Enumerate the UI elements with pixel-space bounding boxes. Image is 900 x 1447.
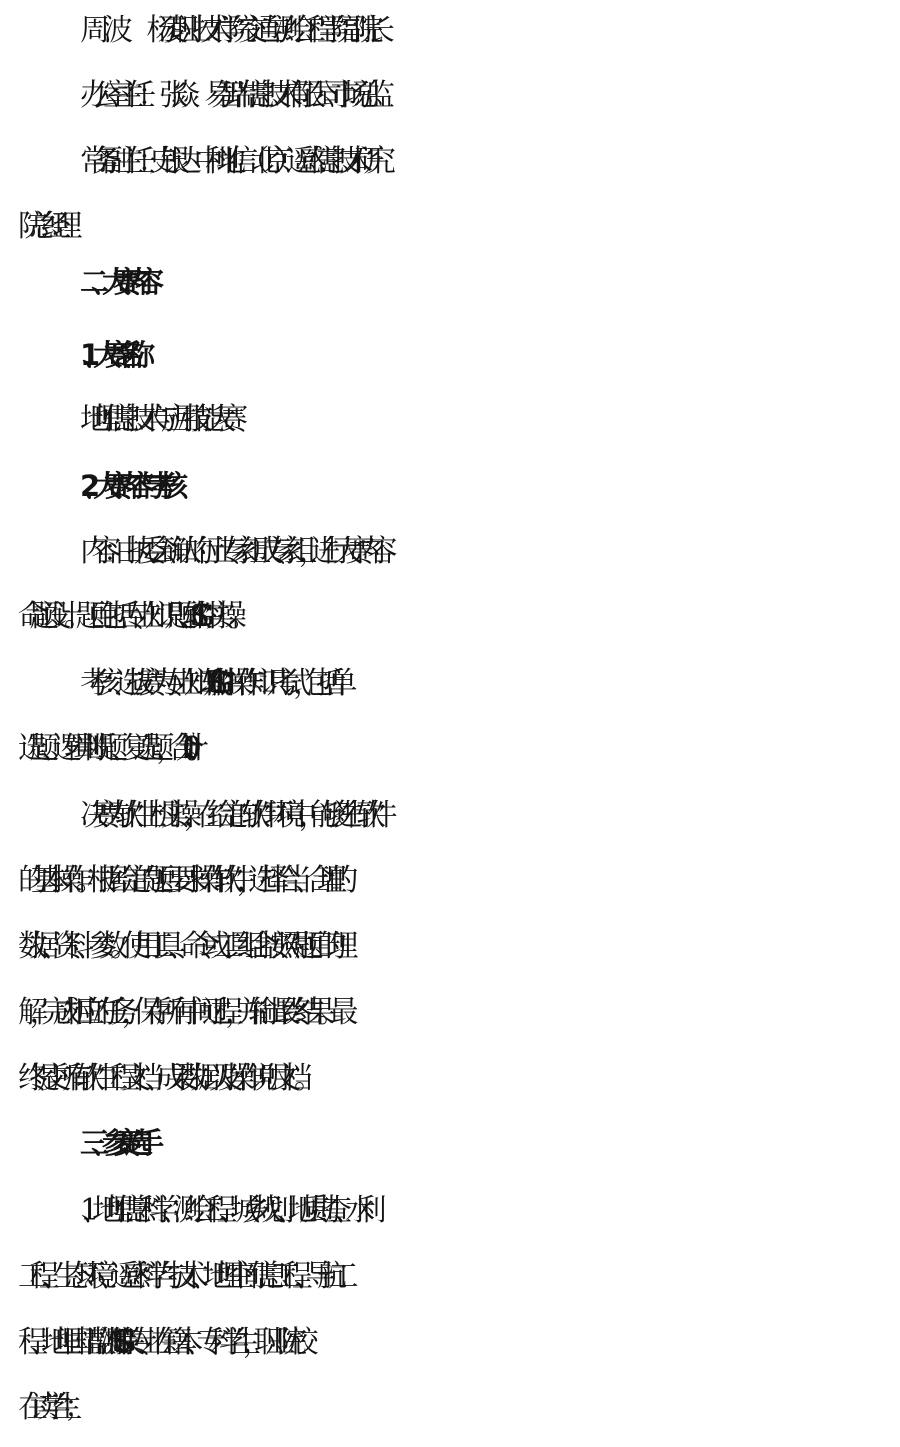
content-paragraph-line: 命题设计。题目包括专业知识题、GIS 软件实操。 [18,599,240,634]
participants-line: 工程、生态环境、遥感科学与技术、地理空间信息工程、导航工 [18,1259,340,1294]
member-name: 周 波 [80,13,115,48]
final-paragraph-line: 的基本操作。根据给定的题目要求操作软件，选择恰当、合理的 [18,863,340,898]
content-paragraph-line: 内容：由执委会确认的行业专家组成专家组，进行大赛内容 [80,534,379,569]
competition-name: 地理信息技术与应用技能大赛 [80,402,230,437]
committee-row-3 [0,142,900,182]
member-role: 常务副主任： [80,144,149,179]
final-paragraph-line: 决赛为软件上机实操，在给定的软件环境中，能够进行软件 [80,798,379,833]
member-title: 杨凌职业技术学院交通与测绘工程学院副院长 [146,13,377,48]
member-title: 中科地信（北京）遥感信息技术研究 [193,144,378,179]
assessment-paragraph-line: 考核：选拔赛为专业知识和 GIS 软件操作知识考试，包括单 [80,666,339,701]
member-name: 史银达 [149,144,184,179]
participants-line: 程、地理国情监测等 GIS 相关专业在籍本、专科学生，职业院校 [18,1325,300,1360]
committee-row-3-continued: 院总经理 [18,209,64,244]
member-name: 张焱 [159,78,182,113]
final-paragraph-line: 终提交所有软件工程文档、成果数据以及操作说明文档。 [18,1061,306,1096]
member-title: 易智瑞信息技术有限公司市场总监 [204,78,377,113]
participants-line: 在读学生； [18,1390,76,1425]
committee-row-2 [0,76,900,116]
final-paragraph-line: 数据、资料、参数。使用工具、命令或工具组合按照对题目的理 [18,929,340,964]
assessment-paragraph-line: 选题、逻辑判断题、复选题，合计 100 分。 [18,731,198,766]
subsection-1-heading: 1、大赛名称 [80,338,138,372]
section-3-heading: 三、参赛选手 [80,1126,147,1160]
committee-row-1 [0,11,900,51]
section-2-heading: 二、大赛内容 [80,265,147,299]
participants-line: 1、地理信息科学、测绘工程、城乡规划、地质勘查、水利 [80,1193,369,1228]
subsection-2-heading: 2、大赛内容与考核 [80,469,171,503]
member-role: 办公室主任： [80,78,149,113]
final-paragraph-line: 解，完成相应的任务，保存所有中间过程，并输出最终结果。最 [18,995,340,1030]
